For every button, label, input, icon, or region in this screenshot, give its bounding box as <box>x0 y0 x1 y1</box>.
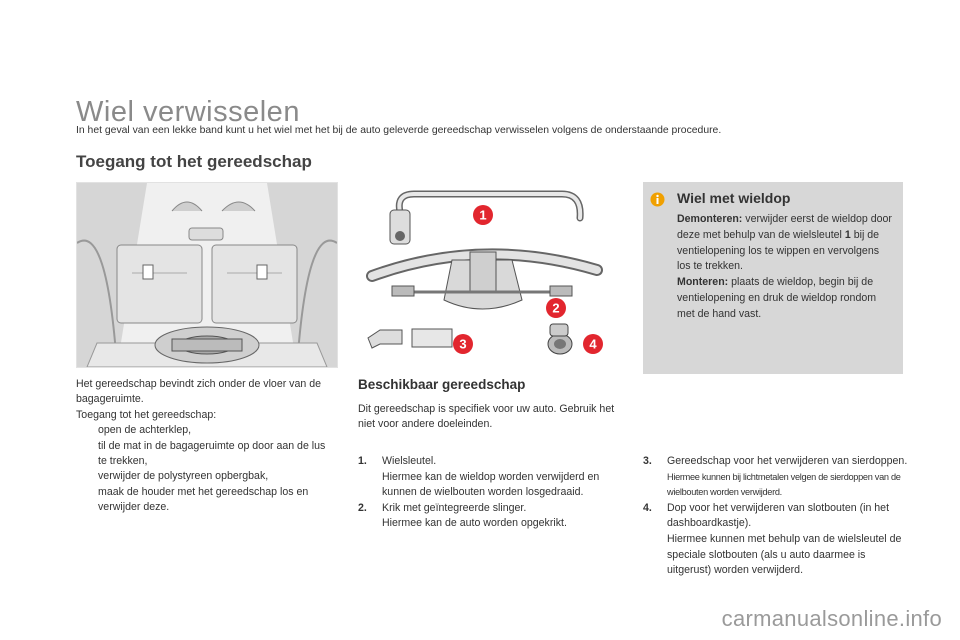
access-para-1: Het gereedschap bevindt zich onder de vloer van de bagageruimte. <box>76 378 321 406</box>
badge-3 <box>453 334 473 354</box>
svg-text:3: 3 <box>459 336 467 352</box>
list-item: 1. Wielsleutel. Hiermee kan de wieldop worden verwijderd en kunnen de wielbouten worden losgedraaid. <box>358 455 600 499</box>
tip-title: Wiel met wieldop <box>677 190 791 206</box>
hubcap-tool-icon <box>368 329 452 348</box>
info-icon <box>650 192 665 207</box>
badge-4 <box>583 334 603 354</box>
tip-fit: Monteren: plaats de wieldop, begin bij de ventielopening en druk de wieldop rondom met de hand vast. <box>677 276 877 320</box>
svg-text:4: 4 <box>589 336 597 352</box>
trunk-illustration <box>77 183 337 367</box>
locking-socket-icon <box>548 324 572 354</box>
badge-1 <box>473 205 493 225</box>
available-heading: Beschikbaar gereedschap <box>358 377 526 392</box>
trunk-photo <box>76 182 338 368</box>
svg-text:2: 2 <box>552 300 560 316</box>
list-item: open de achterklep, <box>98 424 192 437</box>
svg-text:1: 1 <box>479 207 487 223</box>
watermark: carmanualsonline.info <box>721 606 942 631</box>
tools-list-left <box>358 454 623 532</box>
list-item: til de mat in de bagageruimte op door aan de lus te trekken, <box>98 439 326 468</box>
list-item: 4. Dop voor het verwijderen van slotbouten (in het dashboardkastje). Hiermee kunnen met behulp van de wielsleutel de speciale slotbouten (als u auto daarmee is uitgerust) worden verwijderd. <box>643 501 902 577</box>
access-instructions <box>76 377 336 516</box>
available-text: Dit gereedschap is specifiek voor uw auto. Gebruik het niet voor andere doeleinden. <box>358 403 615 431</box>
page-title: Wiel verwisselen <box>76 96 300 128</box>
intro-text: In het geval van een lekke band kunt u het wiel met het bij de auto geleverde gereedschap verwisselen volgens de onderstaande procedure. <box>76 125 722 136</box>
tip-body <box>677 212 895 323</box>
list-item: 3. Gereedschap voor het verwijderen van sierdoppen. Hiermee kunnen bij lichtmetalen velgen de sierdoppen van de wielbouten worden verwijderd. <box>643 455 908 498</box>
access-heading: Toegang tot het gereedschap <box>76 152 312 171</box>
tools-figure <box>352 182 622 360</box>
access-para-2: Toegang tot het gereedschap: <box>76 408 217 421</box>
list-item: verwijder de polystyreen opbergbak, <box>98 470 269 483</box>
tools-list-right <box>643 454 908 579</box>
badge-2 <box>546 298 566 318</box>
list-item: maak de houder met het gereedschap los en verwijder deze. <box>98 485 309 514</box>
tools-illustration <box>352 182 622 360</box>
list-item: 2. Krik met geïntegreerde slinger. Hiermee kan de auto worden opgekrikt. <box>358 501 567 530</box>
jack-icon <box>372 252 597 309</box>
access-steps <box>76 423 336 515</box>
tip-remove: Demonteren: verwijder eerst de wieldop door deze met behulp van de wielsleutel 1 bij de ventielopening los te wippen en vervolgens los te trekken. <box>677 213 892 273</box>
